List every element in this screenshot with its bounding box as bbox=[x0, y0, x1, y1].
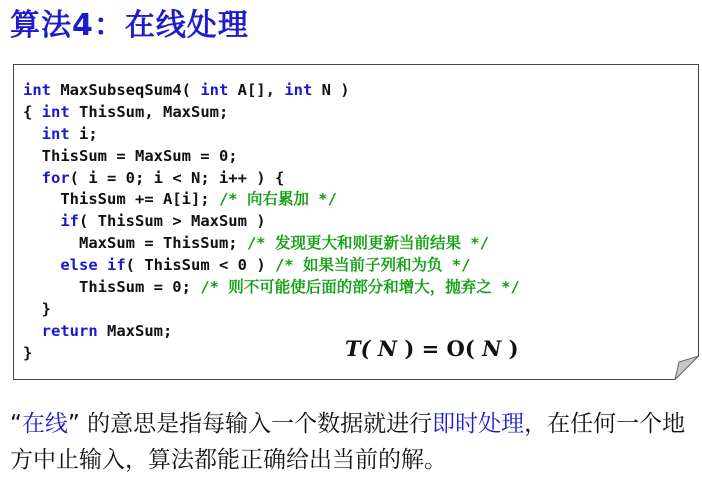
code-line-11: } bbox=[23, 299, 51, 318]
code-block bbox=[23, 80, 520, 365]
code-line-4: ThisSum = MaxSum = 0; bbox=[23, 146, 238, 165]
code-line-5: for( i = 0; i < N; i++ ) { bbox=[41, 168, 285, 187]
code-line-2: { int ThisSum, MaxSum; bbox=[23, 102, 229, 121]
code-panel bbox=[13, 64, 699, 380]
slide-title: 算法4：在线处理 bbox=[10, 8, 249, 43]
online-term: 在线 bbox=[21, 411, 68, 437]
complexity-formula: T( N ) = O( N ) bbox=[345, 336, 519, 361]
code-line-3: int i; bbox=[41, 124, 98, 143]
code-line-12: return MaxSum; bbox=[41, 321, 173, 340]
explanation-paragraph: “在线” 的意思是指每输入一个数据就进行即时处理，在任何一个地方中止输入，算法都能正确给出当前的解。 bbox=[10, 411, 686, 473]
code-line-9: else if( ThisSum < 0 ) /* 如果当前子列和为负 */ bbox=[60, 256, 471, 275]
code-line-6: ThisSum += A[i]; /* 向右累加 */ bbox=[23, 190, 337, 209]
code-line-10: ThisSum = 0; /* 则不可能使后面的部分和增大，抛弃之 */ bbox=[23, 278, 520, 297]
instant-processing-term: 即时处理 bbox=[432, 411, 525, 437]
code-line-1: int MaxSubseqSum4( int A[], int N ) bbox=[23, 81, 350, 99]
code-line-7: if( ThisSum > MaxSum ) bbox=[60, 212, 266, 231]
code-comment: /* 则不可能使后面的部分和增大，抛弃之 */ bbox=[200, 278, 520, 297]
code-comment: /* 如果当前子列和为负 */ bbox=[274, 256, 471, 275]
code-line-8: MaxSum = ThisSum; /* 发现更大和则更新当前结果 */ bbox=[23, 234, 489, 253]
code-comment: /* 发现更大和则更新当前结果 */ bbox=[246, 234, 489, 253]
code-line-13: } bbox=[23, 343, 33, 362]
code-comment: /* 向右累加 */ bbox=[218, 190, 337, 209]
